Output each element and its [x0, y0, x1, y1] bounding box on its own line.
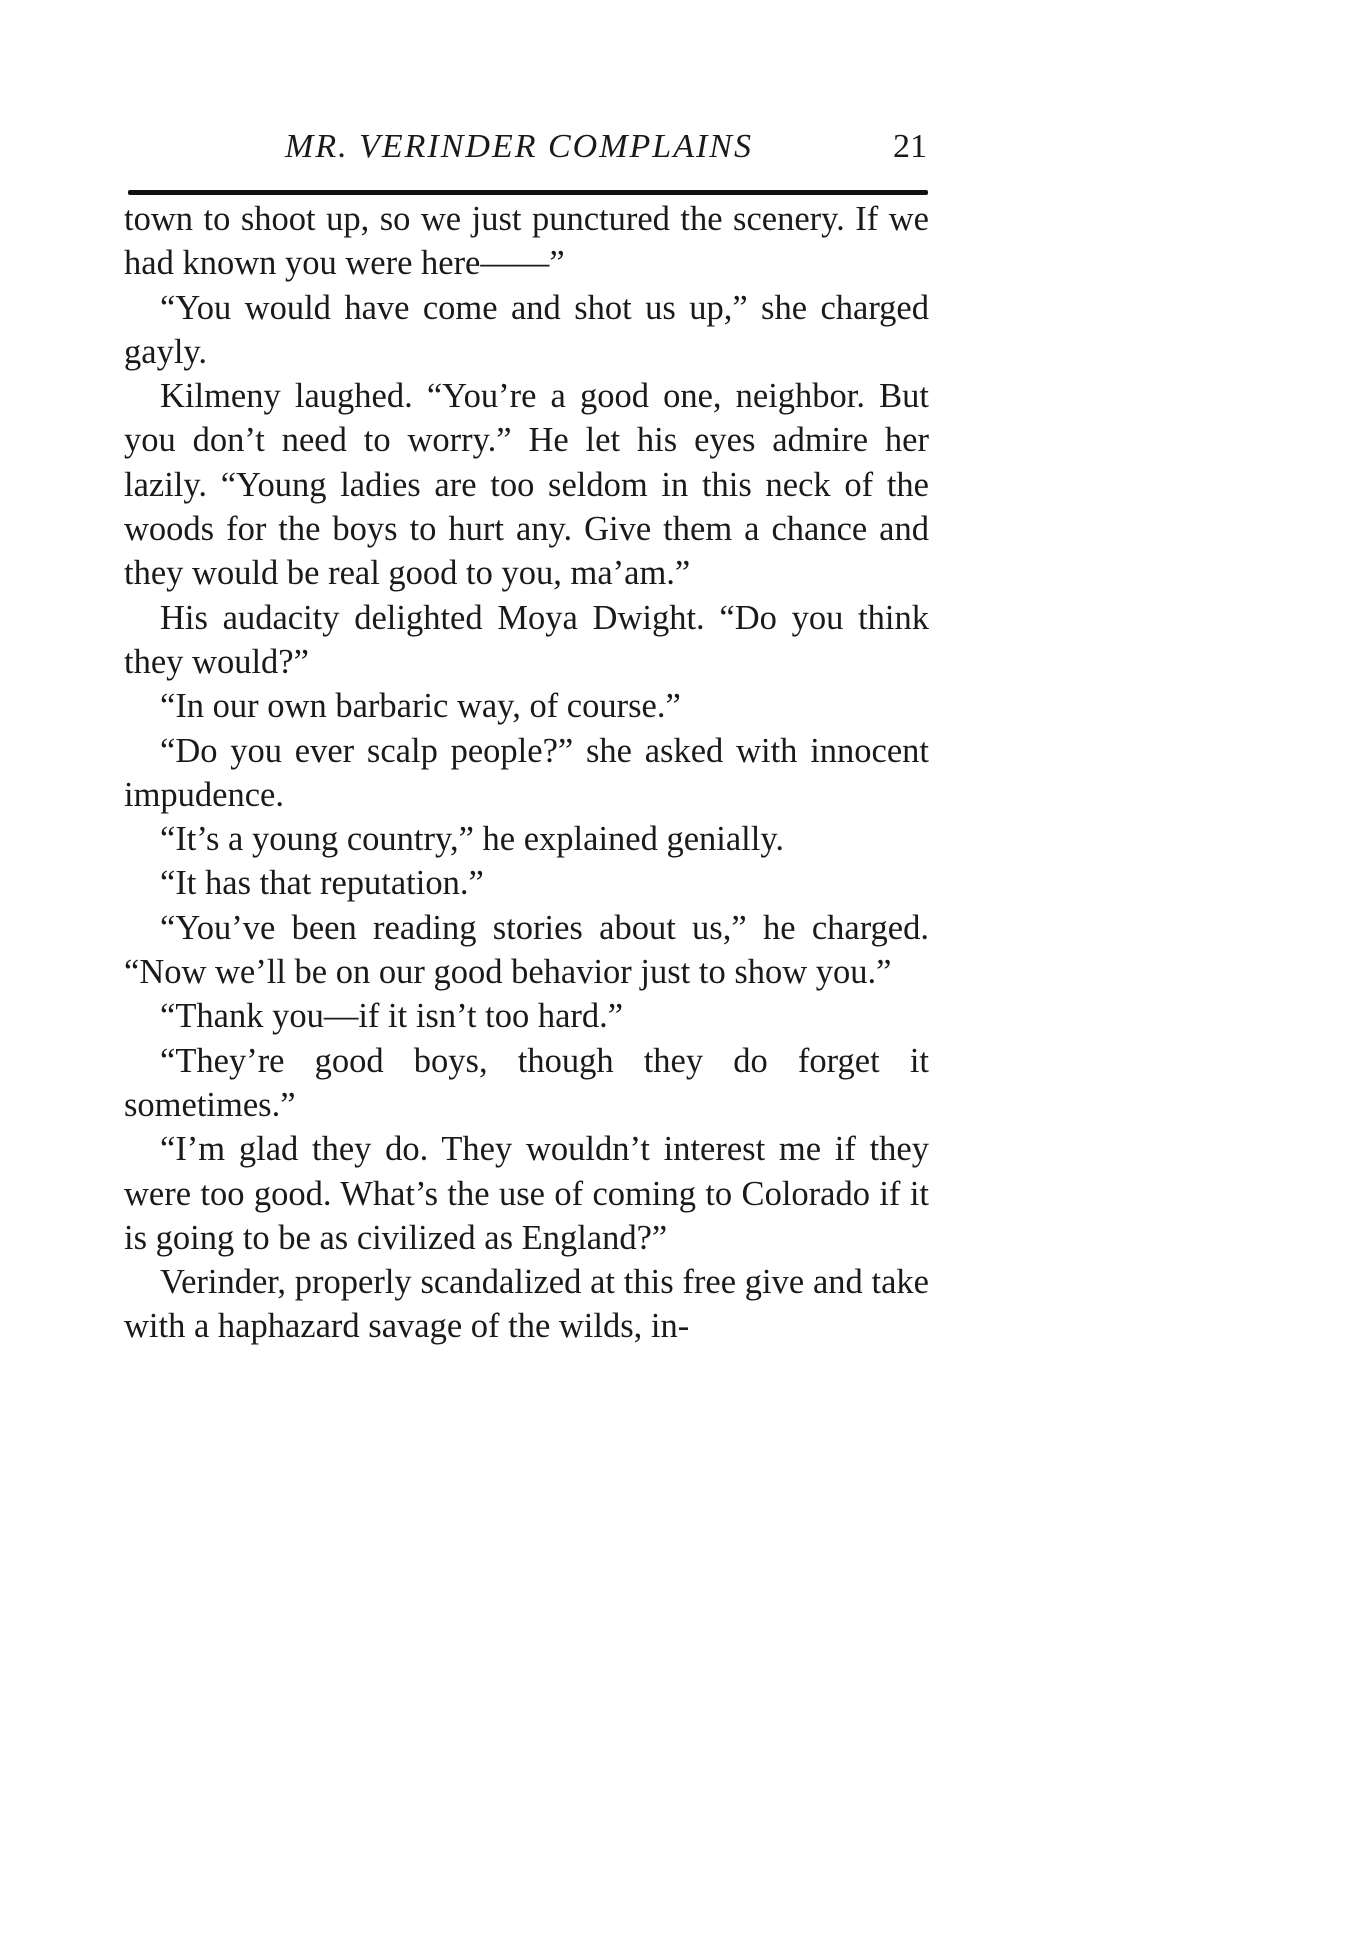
book-page — [124, 110, 929, 1490]
paragraph: “I’m glad they do. They wouldn’t interest me if they were too good. What’s the use of coming to Colorado if it is going to be as civilized as England?” — [124, 1130, 929, 1257]
paragraph: “Thank you—if it isn’t too hard.” — [160, 997, 624, 1036]
running-head — [124, 120, 929, 170]
paragraph: “You’ve been reading stories about us,” he charged. “Now we’ll be on our good behavior just to show you.” — [124, 908, 929, 992]
paragraph: Verinder, properly scandalized at this free give and take with a haphazard savage of the wilds, in- — [124, 1263, 929, 1346]
paragraph: Kilmeny laughed. “You’re a good one, neighbor. But you don’t need to worry.” He let his eyes admire her lazily. “Young ladies are too seldom in this neck of the woods for the boys to hurt any. Give them a chance and they would be real good to you, ma’am.” — [124, 377, 929, 593]
header-rule — [128, 190, 928, 195]
paragraph: “Do you ever scalp people?” she asked with innocent impudence. — [124, 731, 929, 814]
paragraph: “You would have come and shot us up,” she charged gayly. — [124, 288, 929, 371]
body-text — [124, 197, 929, 1349]
page-number: 21 — [893, 128, 927, 165]
paragraph: His audacity delighted Moya Dwight. “Do you think they would?” — [124, 598, 929, 681]
paragraph: “They’re good boys, though they do forget it sometimes.” — [124, 1041, 929, 1124]
paragraph: town to shoot up, so we just punctured the scenery. If we had known you were here——” — [124, 200, 929, 283]
paragraph: “It’s a young country,” he explained genially. — [160, 820, 784, 859]
paragraph: “In our own barbaric way, of course.” — [160, 687, 681, 726]
running-title: MR. VERINDER COMPLAINS — [285, 128, 753, 165]
paragraph: “It has that reputation.” — [160, 864, 484, 903]
